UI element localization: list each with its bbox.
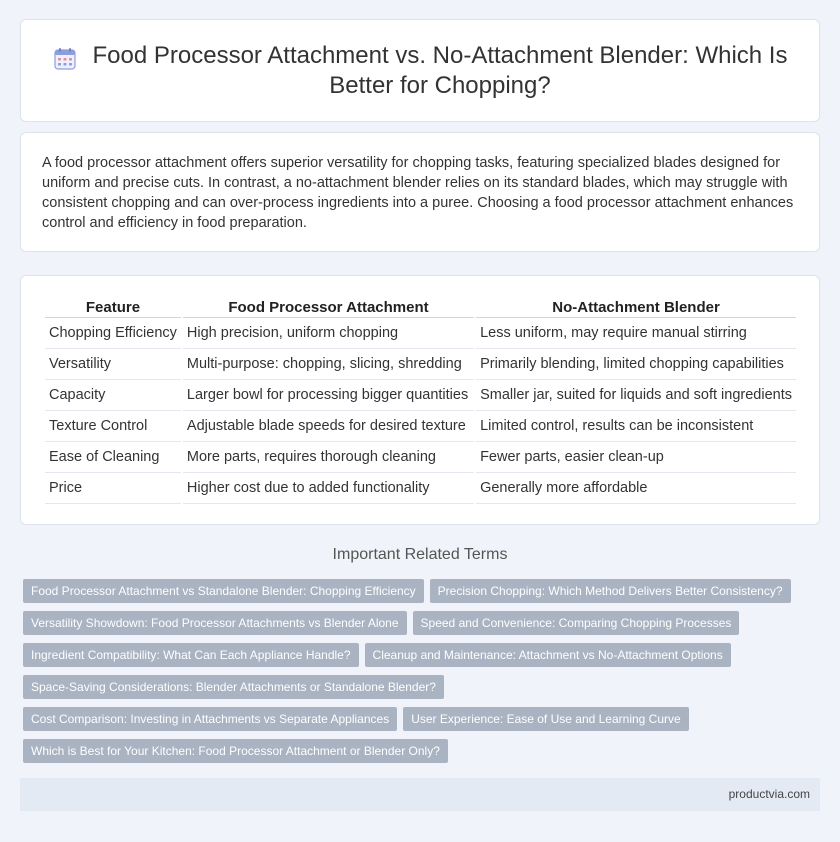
- column-header-blender: No-Attachment Blender: [476, 296, 796, 318]
- table-cell: Texture Control: [45, 411, 181, 442]
- table-cell: High precision, uniform chopping: [183, 318, 474, 349]
- footer-site-link[interactable]: productvia.com: [728, 787, 810, 801]
- related-terms-list: [23, 579, 813, 763]
- table-cell: Chopping Efficiency: [45, 318, 181, 349]
- table-cell: Fewer parts, easier clean-up: [476, 442, 796, 473]
- related-term-link[interactable]: Which is Best for Your Kitchen: Food Processor Attachment or Blender Only?: [23, 739, 448, 763]
- table-cell: Versatility: [45, 349, 181, 380]
- related-term-link[interactable]: Versatility Showdown: Food Processor Attachments vs Blender Alone: [23, 611, 407, 635]
- table-row: [45, 442, 796, 473]
- related-term-link[interactable]: Cleanup and Maintenance: Attachment vs No-Attachment Options: [365, 643, 731, 667]
- table-cell: Ease of Cleaning: [45, 442, 181, 473]
- column-header-feature: Feature: [45, 296, 181, 318]
- table-cell: Less uniform, may require manual stirring: [476, 318, 796, 349]
- table-row: [45, 380, 796, 411]
- table-cell: Price: [45, 473, 181, 504]
- related-term-link[interactable]: Precision Chopping: Which Method Delivers Better Consistency?: [430, 579, 791, 603]
- related-term-link[interactable]: Ingredient Compatibility: What Can Each Appliance Handle?: [23, 643, 359, 667]
- intro-card: [20, 132, 820, 252]
- header-card: [20, 19, 820, 122]
- related-term-link[interactable]: Cost Comparison: Investing in Attachments vs Separate Appliances: [23, 707, 397, 731]
- table-cell: Generally more affordable: [476, 473, 796, 504]
- table-cell: Smaller jar, suited for liquids and soft ingredients: [476, 380, 796, 411]
- table-cell: Adjustable blade speeds for desired texture: [183, 411, 474, 442]
- table-cell: Limited control, results can be inconsistent: [476, 411, 796, 442]
- footer: [20, 778, 820, 811]
- related-term-link[interactable]: Food Processor Attachment vs Standalone Blender: Chopping Efficiency: [23, 579, 424, 603]
- related-term-link[interactable]: Speed and Convenience: Comparing Chopping Processes: [413, 611, 740, 635]
- table-row: [45, 318, 796, 349]
- related-terms-heading: Important Related Terms: [332, 546, 508, 563]
- table-row: [45, 349, 796, 380]
- related-term-link[interactable]: Space-Saving Considerations: Blender Attachments or Standalone Blender?: [23, 675, 444, 699]
- column-header-food-processor: Food Processor Attachment: [183, 296, 474, 318]
- table-cell: Higher cost due to added functionality: [183, 473, 474, 504]
- table-row: [45, 473, 796, 504]
- table-row: [45, 411, 796, 442]
- table-header-row: [45, 296, 796, 318]
- table-cell: Primarily blending, limited chopping capabilities: [476, 349, 796, 380]
- table-cell: Larger bowl for processing bigger quantities: [183, 380, 474, 411]
- intro-paragraph: A food processor attachment offers superior versatility for chopping tasks, featuring specialized blades designed for uniform and precise cuts. In contrast, a no-attachment blender relies on its standard blades, which may struggle with consistent chopping and can over-process ingredients into a puree. Choosing a food processor attachment enhances control and efficiency in food preparation.: [42, 155, 794, 231]
- table-cell: Multi-purpose: chopping, slicing, shredding: [183, 349, 474, 380]
- comparison-table: [43, 296, 798, 504]
- table-cell: Capacity: [45, 380, 181, 411]
- related-term-link[interactable]: User Experience: Ease of Use and Learning Curve: [403, 707, 688, 731]
- page-title: Food Processor Attachment vs. No-Attachment Blender: Which Is Better for Chopping?: [92, 41, 788, 99]
- comparison-table-card: [20, 275, 820, 525]
- table-cell: More parts, requires thorough cleaning: [183, 442, 474, 473]
